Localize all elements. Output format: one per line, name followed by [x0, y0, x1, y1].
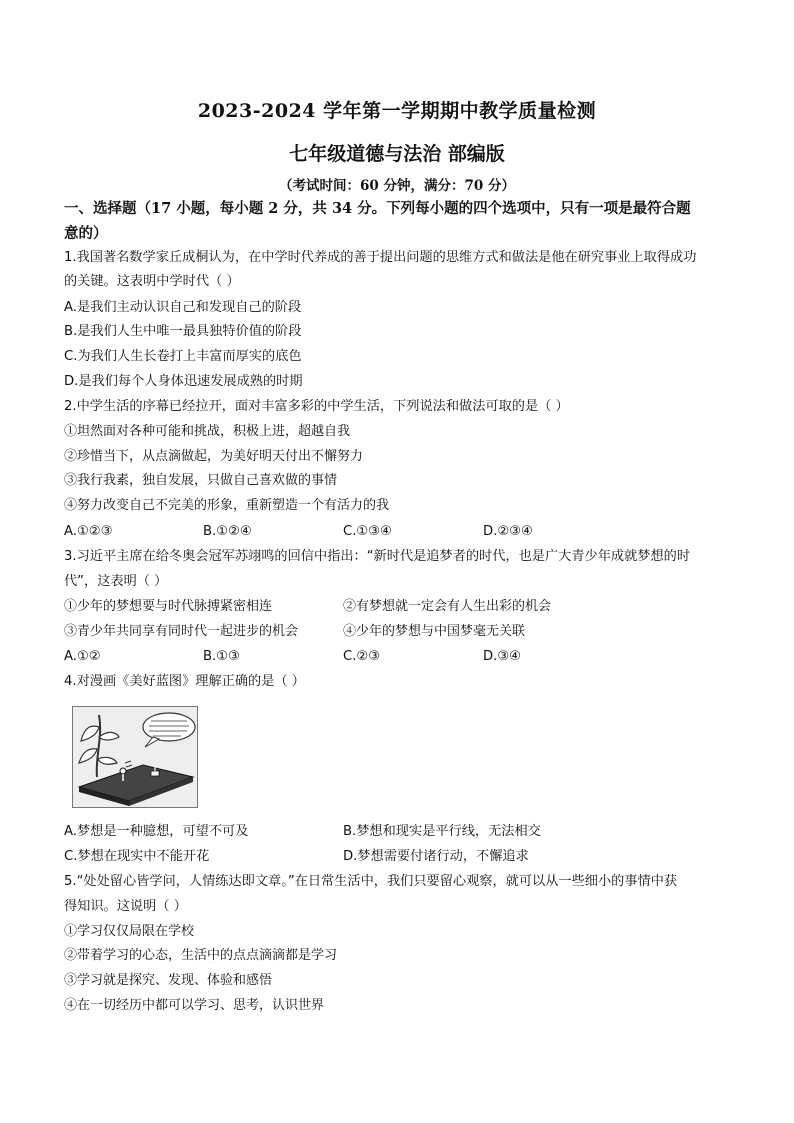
q3-option-c: C.②③ [343, 649, 381, 664]
q2-stem: 2.中学生活的序幕已经拉开，面对丰富多彩的中学生活，下列说法和做法可取的是（ ） [64, 399, 569, 414]
q4-option-a: A.梦想是一种臆想，可望不可及 [64, 824, 249, 839]
q5-stem-line1: 5.“处处留心皆学问，人情练达即文章。”在日常生活中，我们只要留心观察，就可以从一些细小的事情中获 [64, 874, 678, 889]
q3-statement-2: ②有梦想就一定会有人生出彩的机会 [343, 599, 552, 614]
q2-option-c: C.①③④ [343, 524, 392, 539]
q2-option-d: D.②③④ [483, 524, 533, 539]
section-heading-line2: 意的） [64, 225, 108, 242]
q5-statement-4: ④在一切经历中都可以学习、思考，认识世界 [64, 998, 325, 1013]
q1-stem-line2: 的关键。这表明中学时代（ ） [64, 274, 240, 289]
q2-option-b: B.①②④ [203, 524, 252, 539]
q4-option-d: D.梦想需要付诸行动，不懈追求 [343, 849, 529, 864]
q3-statement-1: ①少年的梦想要与时代脉搏紧密相连 [64, 599, 273, 614]
q5-stem-line2: 得知识。这说明（ ） [64, 899, 187, 914]
q3-option-b: B.①③ [203, 649, 240, 664]
q3-statement-3: ③青少年共同享有同时代一起进步的机会 [64, 624, 299, 639]
q2-statement-2: ②珍惜当下，从点滴做起，为美好明天付出不懈努力 [64, 449, 364, 464]
q1-option-b: B.是我们人生中唯一最具独特价值的阶段 [64, 324, 302, 339]
exam-info: （考试时间：60 分钟，满分：70 分） [279, 178, 515, 194]
q3-statement-4: ④少年的梦想与中国梦毫无关联 [343, 624, 526, 639]
q4-stem: 4.对漫画《美好蓝图》理解正确的是（ ） [64, 674, 305, 689]
q5-statement-1: ①学习仅仅局限在学校 [64, 924, 195, 939]
q2-statement-1: ①坦然面对各种可能和挑战，积极上进，超越自我 [64, 424, 351, 439]
q4-option-b: B.梦想和现实是平行线，无法相交 [343, 824, 541, 839]
exam-subtitle: 七年级道德与法治 部编版 [289, 143, 505, 165]
q3-option-a: A.①② [64, 649, 101, 664]
q1-option-c: C.为我们人生长卷打上丰富而厚实的底色 [64, 349, 302, 364]
cartoon-illustration [73, 707, 197, 807]
q1-stem-line1: 1.我国著名数学家丘成桐认为，在中学时代养成的善于提出问题的思维方式和做法是他在研究事业上取得成功 [64, 250, 697, 265]
cartoon-image [72, 706, 198, 808]
exam-title: 2023-2024 学年第一学期期中教学质量检测 [197, 100, 597, 122]
q1-option-a: A.是我们主动认识自己和发现自己的阶段 [64, 300, 302, 315]
q2-statement-3: ③我行我素，独自发展，只做自己喜欢做的事情 [64, 473, 338, 488]
q4-option-c: C.梦想在现实中不能开花 [64, 849, 210, 864]
q3-stem-line2: 代”，这表明（ ） [64, 574, 168, 589]
q2-option-a: A.①②③ [64, 524, 113, 539]
q3-option-d: D.③④ [483, 649, 521, 664]
q3-stem-line1: 3.习近平主席在给冬奥会冠军苏翊鸣的回信中指出：“新时代是追梦者的时代，也是广大青少年成就梦想的时 [64, 549, 691, 564]
q5-statement-3: ③学习就是探究、发现、体验和感悟 [64, 973, 273, 988]
q2-statement-4: ④努力改变自己不完美的形象，重新塑造一个有活力的我 [64, 498, 390, 513]
q1-option-d: D.是我们每个人身体迅速发展成熟的时期 [64, 374, 303, 389]
section-heading-line1: 一、选择题（17 小题，每小题 2 分，共 34 分。下列每小题的四个选项中，只有一项是最符合题 [64, 200, 691, 217]
q5-statement-2: ②带着学习的心态，生活中的点点滴滴都是学习 [64, 948, 338, 963]
section-heading [64, 196, 734, 246]
